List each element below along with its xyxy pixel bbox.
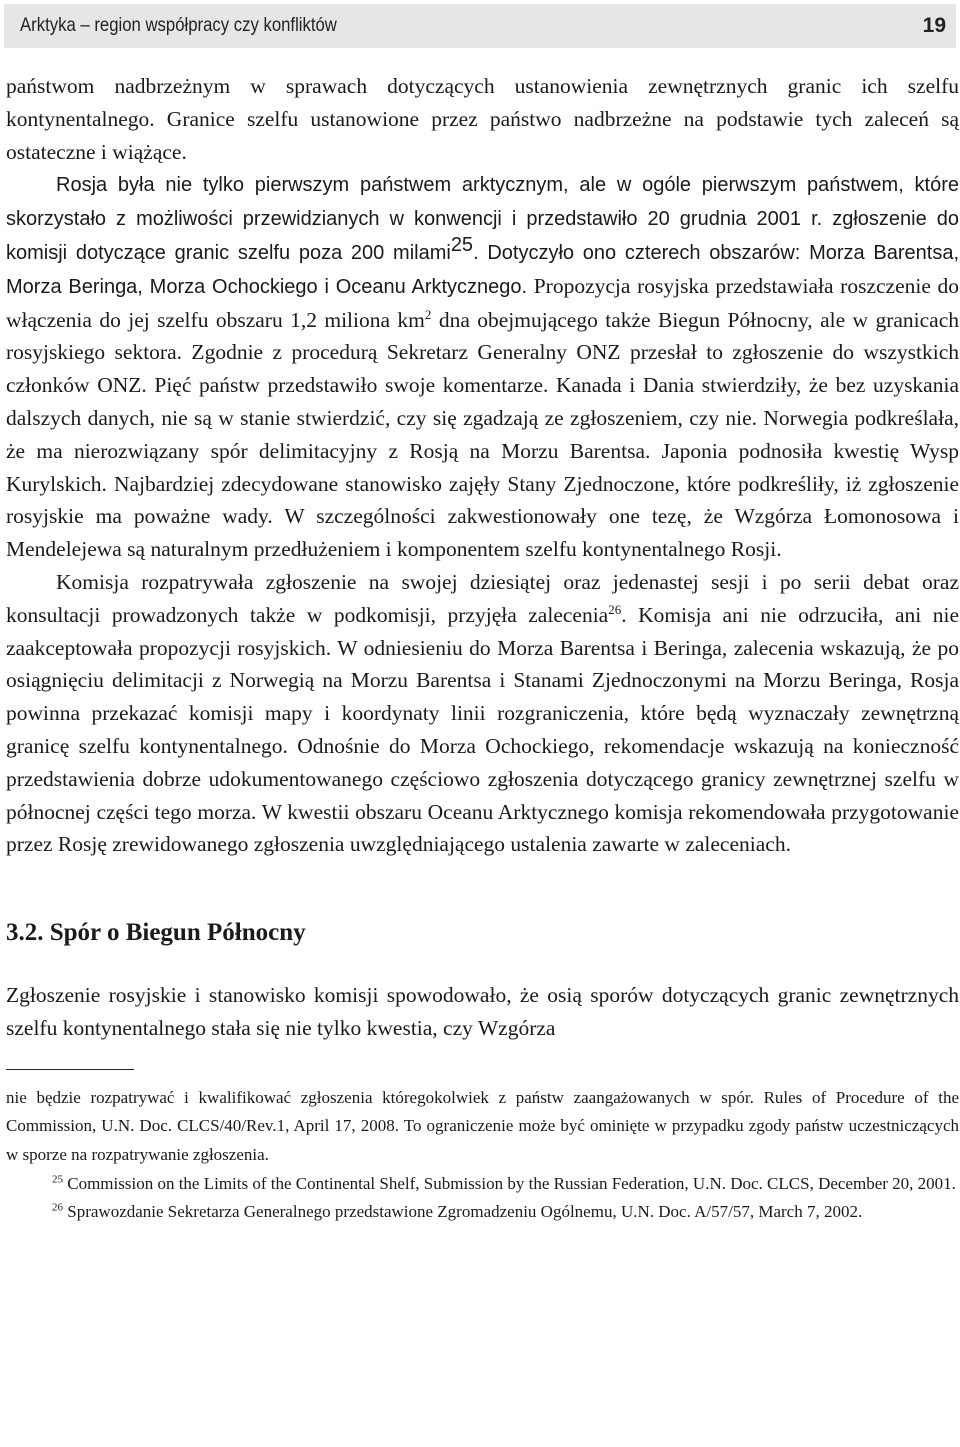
footnote-25-number: 25 xyxy=(52,1172,63,1185)
section-heading: 3.2. Spór o Biegun Północny xyxy=(6,919,306,947)
paragraph-2-sans-continuation: Dotyczyło ono czterech obszarów: Morza Barentsa, Morza Beringa, Morza Ochockiego i Oceanu Arktycznego. xyxy=(6,241,960,298)
footnote-continuation: nie będzie rozpatrywać i kwalifikować zgłoszenia któregokolwiek z państw zaangażowanych w spór. Rules of Procedure of the Commission, U.N. Doc. CLCS/40/Rev.1, April 17, 2008. To ograniczenie może być ominięte w przypadku zgody państw uczestniczących w sporze na rozpatrywanie zgłoszenia. xyxy=(6,1087,959,1164)
page-content xyxy=(6,70,959,1227)
paragraph-2-serif-text-b: dna obejmującego także Biegun Północny, ale w granicach rosyjskiego sektora. Zgodnie z procedurą Sekretarz Generalny ONZ przesłał to zgłoszenie do wszystkich członków ONZ. Pięć państw przedstawiło swoje komentarze. Kanada i Dania stwierdziły, że bez uzyskania dalszych danych, nie są w stanie stwierdzić, czy się zgadzają ze zgłoszeniem, czy nie. Norwegia podkreślała, że ma nierozwiązany spór delimitacyjny z Rosją na Morzu Barentsa. Japonia podnosiła kwestię Wysp Kurylskich. Najbardziej zdecydowane stanowisko zajęły Stany Zjednoczone, które podkreśliły, iż zgłoszenie rosyjskie ma poważne wady. W szczególności zakwestionowały one tezę, że Wzgórza Łomonosowa i Mendelejewa są naturalnym przedłużeniem i komponentem szelfu kontynentalnego Rosji. xyxy=(6,307,959,562)
paragraph-3-text-b: . Komisja ani nie odrzuciła, ani nie zaakceptowała propozycji rosyjskich. W odniesieniu do Morza Barentsa i Beringa, zalecenia wskazują, że po osiągnięciu delimitacji z Norwegią na Morzu Barentsa i Stanami Zjednoczonymi na Morzu Beringa, Rosja powinna przekazać komisji mapy i koordynaty linii rozgraniczenia, które będą wyznaczały zewnętrzną granicę szelfu kontynentalnego. Odnośnie do Morza Ochockiego, rekomendacje wskazują na konieczność przedstawienia dobrze udokumentowanego częściowo zgłoszenia dotyczącego granicy zewnętrznej szelfu w północnej części tego morza. W kwestii obszaru Oceanu Arktycznego komisja rekomendowała przygotowanie przez Rosję zrewidowanego zgłoszenia uwzględniającego ustalenia zawarte w zaleceniach. xyxy=(6,602,959,857)
footnote-ref-26[interactable]: 26 xyxy=(608,601,622,617)
footnote-25-text: Commission on the Limits of the Continental Shelf, Submission by the Russian Federation, U.N. Doc. CLCS, December 20, 2001. xyxy=(63,1173,956,1193)
footnotes xyxy=(6,1084,959,1227)
footnote-ref-25[interactable]: 25 xyxy=(450,233,474,256)
km-superscript: 2 xyxy=(424,306,432,322)
footnote-divider xyxy=(6,1069,134,1070)
footnote-26 xyxy=(6,1198,959,1227)
footnote-26-number: 26 xyxy=(52,1201,63,1214)
running-header xyxy=(4,4,956,48)
body-paragraph-1: państwom nadbrzeżnym w sprawach dotyczących ustanowienia zewnętrznych granic ich szelfu kontynentalnego. Granice szelfu ustanowione przez państwo nadbrzeżne na podstawie tych zaleceń są ostateczne i wiążące. xyxy=(6,74,959,164)
paragraph-3-text-a: Komisja rozpatrywała zgłoszenie na swojej dziesiątej oraz jedenastej sesji i po serii debat oraz konsultacji prowadzonych także w podkomisji, przyjęła zalecenia xyxy=(6,569,959,627)
footnote-26-text: Sprawozdanie Sekretarza Generalnego przedstawione Zgromadzeniu Ogólnemu, U.N. Doc. A/57/57, March 7, 2002. xyxy=(63,1202,863,1222)
paragraph-2-serif-text-a: Propozycja rosyjska przedstawiała roszczenie do włączenia do jej szelfu obszaru 1,2 miliona km xyxy=(6,273,960,332)
running-title: Arktyka – region współpracy czy konfliktów xyxy=(20,15,337,36)
body-paragraph-2 xyxy=(6,168,959,566)
body-paragraph-3 xyxy=(6,566,959,861)
footnote-25 xyxy=(6,1170,959,1199)
page-number: 19 xyxy=(922,14,946,37)
paragraph-2-sans-text: Rosja była nie tylko pierwszym państwem arktycznym, ale w ogóle pierwszym państwem, które skorzystało z możliwości przewidzianych w konwencji i przedstawiło 20 grudnia 2001 r. zgłoszenie do komisji dotyczące granic szelfu poza 200 milami xyxy=(6,174,959,264)
section-paragraph-1: Zgłoszenie rosyjskie i stanowisko komisji spowodowało, że osią sporów dotyczących granic zewnętrznych szelfu kontynentalnego stała się nie tylko kwestia, czy Wzgórza xyxy=(6,983,959,1040)
paragraph-2-dot: . xyxy=(473,241,479,264)
